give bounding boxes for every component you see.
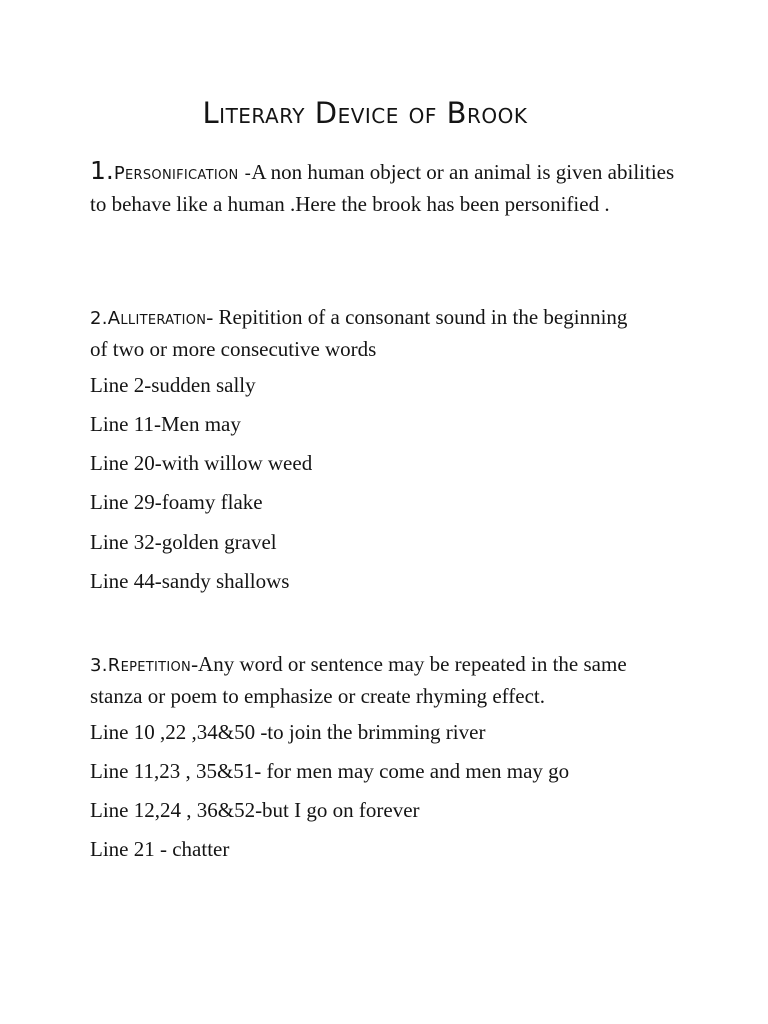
- section-heading: Alliteration: [107, 308, 207, 329]
- section-number: 2.: [90, 308, 108, 329]
- list-item: Line 11-Men may: [90, 412, 241, 436]
- page-title: Literary Device of Brook: [202, 96, 528, 130]
- list-item: Line 11,23 , 35&51- for men may come and men may go: [90, 759, 570, 783]
- list-item: Line 44-sandy shallows: [90, 569, 290, 593]
- section-alliteration: [90, 302, 650, 364]
- section-heading: Repetition: [107, 655, 192, 676]
- list-item: Line 29-foamy flake: [90, 490, 263, 514]
- section-number: 1.: [90, 156, 114, 185]
- section-personification: [90, 156, 680, 219]
- list-item: Line 10 ,22 ,34&50 -to join the brimming river: [90, 720, 486, 744]
- section-text: A non human object or an animal is given abilities to behave like a human .Here the brook has been personified .: [90, 160, 675, 216]
- section-text: - Repitition of a consonant sound in the beginning of two or more consecutive words: [90, 305, 628, 361]
- list-item: Line 12,24 , 36&52-but I go on forever: [90, 798, 420, 822]
- list-item: Line 20-with willow weed: [90, 451, 313, 475]
- section-number: 3.: [90, 655, 108, 676]
- list-item: Line 32-golden gravel: [90, 530, 277, 554]
- list-item: Line 21 - chatter: [90, 837, 230, 861]
- section-text: -Any word or sentence may be repeated in the same stanza or poem to emphasize or create rhyming effect.: [90, 652, 627, 708]
- section-heading: Personification -: [113, 163, 252, 184]
- list-item: Line 2-sudden sally: [90, 373, 256, 397]
- section-repetition: [90, 649, 670, 711]
